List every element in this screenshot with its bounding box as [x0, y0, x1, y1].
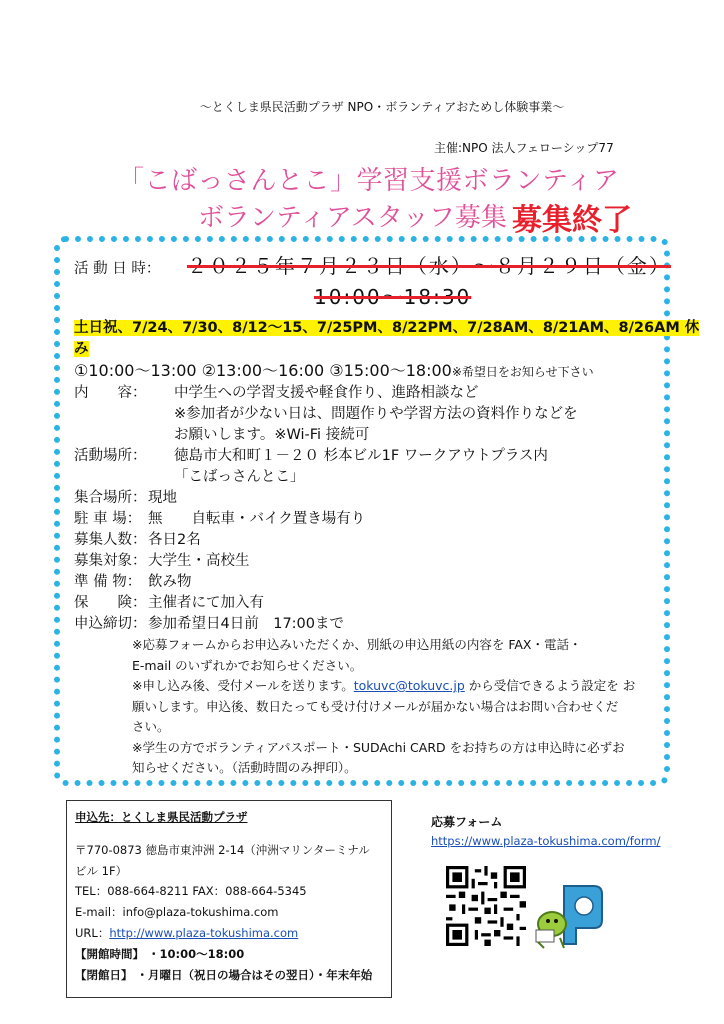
insurance-value: 主催者にて加入有: [148, 595, 264, 611]
place-label: 活動場所：: [74, 448, 147, 464]
notes-block: [74, 635, 664, 779]
note2-line1-pre: ※申し込み後、受付メールを送ります。: [132, 678, 354, 693]
reply-email-link[interactable]: tokuvc@tokuvc.jp: [353, 678, 465, 693]
contact-hours: 【開館時間】 ・10:00～18:00: [75, 946, 245, 961]
contact-heading: 申込先：とくしま県民活動プラザ: [75, 810, 248, 824]
time-slots-note: ※希望日をお知らせ下さい: [451, 365, 594, 379]
organizer-text: 主催:NPO 法人フェローシップ77: [434, 141, 614, 155]
page-title-line1: 「こばっさんとこ」学習支援ボランティア: [118, 166, 620, 196]
content-label: 内 容：: [74, 385, 147, 401]
time-slots: ①10:00～13:00 ②13:00～16:00 ③15:00～18:00: [74, 361, 452, 380]
content-line2: ※参加者が少ない日は、問題作りや学習方法の資料作りなどを: [174, 406, 578, 422]
note3-line1: ※学生の方でボランティアパスポート・SUDAchi CARD をお持ちの方は申込時に必ずお: [132, 739, 625, 755]
contact-address-line1: 〒770-0873 徳島市東沖洲 2-14（沖洲マリンターミナル: [75, 842, 370, 857]
deadline-label: 申込締切：: [74, 616, 147, 632]
contact-address-line2: ビル 1F）: [75, 863, 128, 878]
date-label: 活 動 日 時：: [74, 261, 161, 277]
count-value: 各日2名: [148, 532, 201, 548]
details-section: [74, 250, 700, 779]
mascot-illustration: [534, 880, 606, 950]
content-line3: お願いします。※Wi-Fi 接続可: [174, 427, 370, 443]
place-line2: 「こばっさんとこ」: [174, 469, 305, 485]
note3-line2: 知らせください。（活動時間のみ押印）。: [132, 760, 357, 775]
target-label: 募集対象：: [74, 553, 147, 569]
bring-label: 準 備 物：: [74, 574, 142, 590]
note2-line1-post: から受信できるよう設定を お: [464, 678, 636, 693]
contact-box: [66, 800, 392, 998]
parking-value: 無 自転車・バイク置き場有り: [148, 511, 366, 527]
recruitment-closed-label: 募集終了: [512, 203, 632, 238]
contact-email: E-mail：info@plaza-tokushima.com: [75, 905, 279, 920]
meet-label: 集合場所：: [74, 490, 147, 506]
deadline-value: 参加希望日4日前 17:00まで: [148, 616, 345, 632]
holidays-line1: 土日祝、7/24、7/30、8/12～15、7/25PM、8/22PM、7/28AM、8/21AM、8/26AM 休: [74, 320, 700, 336]
application-form-label: 応募フォーム: [431, 815, 503, 829]
target-value: 大学生・高校生: [148, 553, 250, 569]
count-label: 募集人数：: [74, 532, 147, 548]
qr-code-icon[interactable]: [446, 866, 526, 946]
note1-line1: ※応募フォームからお申込みいただくか、別紙の申込用紙の内容を FAX・電話・: [132, 637, 582, 652]
contact-closed-days: 【閉館日】 ・月曜日（祝日の場合はその翌日）・年末年始: [75, 967, 373, 982]
application-form-url[interactable]: https://www.plaza-tokushima.com/form/: [431, 834, 661, 848]
contact-url-label: URL：: [75, 925, 110, 940]
note2-line2: 願いします。申込後、数日たっても受け付けメールが届かない場合はお問い合わせくだ: [132, 698, 619, 714]
bring-value: 飲み物: [148, 574, 192, 590]
insurance-label: 保 険：: [74, 595, 147, 611]
note1-line2: E-mail のいずれかでお知らせください。: [132, 657, 363, 673]
content-line1: 中学生への学習支援や軽食作り、進路相談など: [174, 385, 479, 401]
page-title-line2: ボランティアスタッフ募集: [198, 203, 507, 233]
note2-line3: さい。: [132, 719, 170, 734]
meet-value: 現地: [148, 490, 177, 506]
holidays-line2: み: [74, 341, 89, 357]
date-value: ２０２５年７月２３日（水）～８月２９日（金）: [186, 254, 671, 278]
contact-tel-fax: TEL：088-664-8211 FAX：088-664-5345: [75, 884, 307, 899]
parking-label: 駐 車 場：: [74, 511, 142, 527]
contact-url-link[interactable]: http://www.plaza-tokushima.com: [109, 925, 299, 940]
event-subtitle: ～とくしま県民活動プラザ NPO・ボランティアおためし体験事業～: [199, 100, 565, 114]
time-value: 10:00～18:30: [314, 285, 472, 309]
place-line1: 徳島市大和町１－２０ 杉本ビル1F ワークアウトプラス内: [174, 448, 548, 464]
